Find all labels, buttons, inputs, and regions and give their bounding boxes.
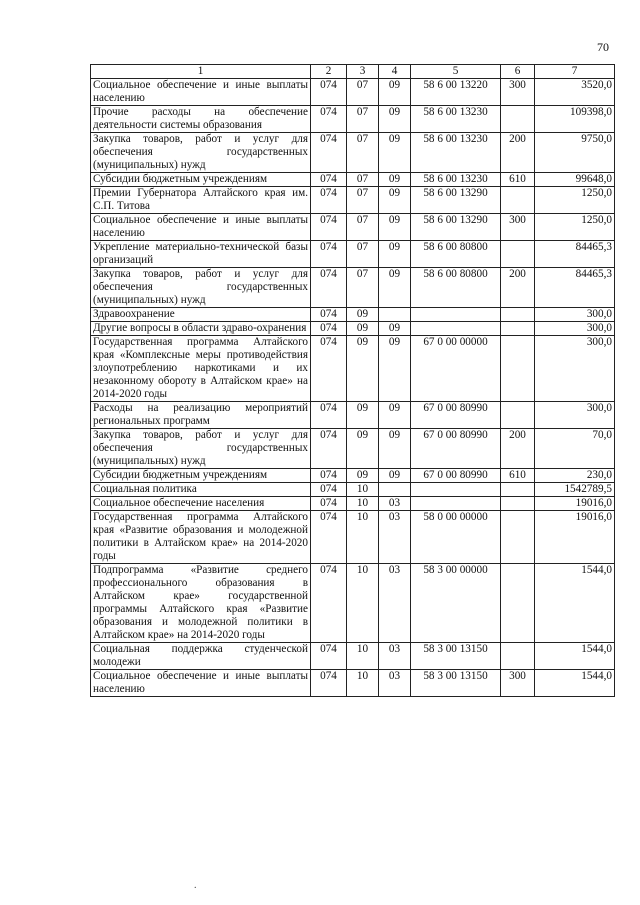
row-target-article-cell: 58 6 00 13230 (411, 133, 501, 173)
table-row (91, 643, 615, 670)
row-expense-type-cell (501, 483, 535, 497)
row-target-article-cell (411, 308, 501, 322)
row-subsection-cell: 03 (379, 643, 411, 670)
header-cell-3: 3 (347, 65, 379, 79)
table-row (91, 469, 615, 483)
table-row (91, 173, 615, 187)
row-name-cell: Прочие расходы на обеспечение деятельности системы образования (91, 106, 311, 133)
row-section-cell: 07 (347, 79, 379, 106)
row-expense-type-cell (501, 241, 535, 268)
row-subsection-cell: 03 (379, 670, 411, 697)
table-body (91, 79, 615, 697)
row-code-cell: 074 (311, 429, 347, 469)
row-target-article-cell: 58 6 00 13230 (411, 173, 501, 187)
row-code-cell: 074 (311, 79, 347, 106)
row-expense-type-cell: 200 (501, 133, 535, 173)
row-subsection-cell (379, 483, 411, 497)
row-expense-type-cell (501, 643, 535, 670)
table-row (91, 564, 615, 643)
row-subsection-cell: 09 (379, 214, 411, 241)
row-subsection-cell: 09 (379, 268, 411, 308)
table-row (91, 429, 615, 469)
row-expense-type-cell (501, 336, 535, 402)
table-row (91, 483, 615, 497)
row-code-cell: 074 (311, 643, 347, 670)
row-target-article-cell: 58 6 00 80800 (411, 268, 501, 308)
row-subsection-cell (379, 308, 411, 322)
row-code-cell: 074 (311, 308, 347, 322)
row-expense-type-cell: 610 (501, 469, 535, 483)
row-name-cell: Другие вопросы в области здраво-охранения (91, 322, 311, 336)
row-amount-cell: 9750,0 (535, 133, 615, 173)
row-section-cell: 07 (347, 106, 379, 133)
row-amount-cell: 1250,0 (535, 214, 615, 241)
row-target-article-cell: 58 6 00 13290 (411, 187, 501, 214)
table-row (91, 322, 615, 336)
budget-table (90, 64, 615, 697)
table-row (91, 214, 615, 241)
row-name-cell: Субсидии бюджетным учреждениям (91, 469, 311, 483)
row-subsection-cell: 09 (379, 402, 411, 429)
table-row (91, 106, 615, 133)
row-target-article-cell: 58 6 00 13220 (411, 79, 501, 106)
row-amount-cell: 300,0 (535, 308, 615, 322)
row-expense-type-cell (501, 511, 535, 564)
row-name-cell: Подпрограмма «Развитие среднего профессионального образования в Алтайском крае» государственной программы Алтайского края «Развитие образования и молодежной политики в Алтайском крае» на 2014-2020 годы (91, 564, 311, 643)
row-code-cell: 074 (311, 268, 347, 308)
row-subsection-cell: 09 (379, 429, 411, 469)
row-amount-cell: 70,0 (535, 429, 615, 469)
row-amount-cell: 300,0 (535, 402, 615, 429)
header-cell-5: 5 (411, 65, 501, 79)
header-cell-2: 2 (311, 65, 347, 79)
row-name-cell: Государственная программа Алтайского края «Развитие образования и молодежной политики в Алтайском крае» на 2014-2020 годы (91, 511, 311, 564)
row-name-cell: Здравоохранение (91, 308, 311, 322)
row-subsection-cell: 09 (379, 173, 411, 187)
row-target-article-cell: 58 6 00 13230 (411, 106, 501, 133)
row-name-cell: Закупка товаров, работ и услуг для обеспечения государственных (муниципальных) нужд (91, 268, 311, 308)
row-amount-cell: 1544,0 (535, 670, 615, 697)
row-code-cell: 074 (311, 214, 347, 241)
row-target-article-cell: 67 0 00 80990 (411, 429, 501, 469)
row-target-article-cell: 67 0 00 00000 (411, 336, 501, 402)
table-row (91, 497, 615, 511)
row-section-cell: 07 (347, 187, 379, 214)
row-code-cell: 074 (311, 336, 347, 402)
row-subsection-cell: 03 (379, 564, 411, 643)
row-name-cell: Государственная программа Алтайского края «Комплексные меры противодействия злоупотреблению наркотиками и их незаконному обороту в Алтайском крае» на 2014-2020 годы (91, 336, 311, 402)
row-name-cell: Социальное обеспечение населения (91, 497, 311, 511)
row-code-cell: 074 (311, 133, 347, 173)
row-name-cell: Социальное обеспечение и иные выплаты населению (91, 79, 311, 106)
row-subsection-cell: 09 (379, 106, 411, 133)
row-expense-type-cell: 300 (501, 670, 535, 697)
row-section-cell: 07 (347, 268, 379, 308)
row-code-cell: 074 (311, 173, 347, 187)
row-expense-type-cell: 610 (501, 173, 535, 187)
row-name-cell: Субсидии бюджетным учреждениям (91, 173, 311, 187)
row-section-cell: 07 (347, 133, 379, 173)
row-section-cell: 10 (347, 497, 379, 511)
row-target-article-cell (411, 497, 501, 511)
table-row (91, 187, 615, 214)
row-target-article-cell: 58 6 00 80800 (411, 241, 501, 268)
row-subsection-cell: 09 (379, 133, 411, 173)
row-subsection-cell: 09 (379, 469, 411, 483)
row-section-cell: 09 (347, 402, 379, 429)
row-expense-type-cell: 200 (501, 429, 535, 469)
stray-mark: . (194, 880, 197, 891)
row-target-article-cell: 58 3 00 00000 (411, 564, 501, 643)
row-amount-cell: 84465,3 (535, 241, 615, 268)
header-cell-4: 4 (379, 65, 411, 79)
row-amount-cell: 1544,0 (535, 643, 615, 670)
row-amount-cell: 3520,0 (535, 79, 615, 106)
table-row (91, 402, 615, 429)
row-section-cell: 10 (347, 511, 379, 564)
row-section-cell: 07 (347, 214, 379, 241)
table-row (91, 133, 615, 173)
row-amount-cell: 19016,0 (535, 497, 615, 511)
row-expense-type-cell: 300 (501, 79, 535, 106)
row-section-cell: 09 (347, 429, 379, 469)
row-section-cell: 10 (347, 670, 379, 697)
row-amount-cell: 19016,0 (535, 511, 615, 564)
row-target-article-cell: 67 0 00 80990 (411, 402, 501, 429)
row-section-cell: 10 (347, 643, 379, 670)
row-section-cell: 07 (347, 173, 379, 187)
table-row (91, 511, 615, 564)
row-target-article-cell: 58 3 00 13150 (411, 643, 501, 670)
row-amount-cell: 300,0 (535, 336, 615, 402)
row-expense-type-cell (501, 308, 535, 322)
row-section-cell: 07 (347, 241, 379, 268)
row-target-article-cell (411, 483, 501, 497)
row-code-cell: 074 (311, 564, 347, 643)
row-name-cell: Социальное обеспечение и иные выплаты населению (91, 670, 311, 697)
row-expense-type-cell (501, 564, 535, 643)
row-subsection-cell: 09 (379, 336, 411, 402)
row-expense-type-cell (501, 106, 535, 133)
row-amount-cell: 99648,0 (535, 173, 615, 187)
row-name-cell: Социальная политика (91, 483, 311, 497)
row-target-article-cell (411, 322, 501, 336)
row-amount-cell: 1250,0 (535, 187, 615, 214)
row-name-cell: Социальное обеспечение и иные выплаты населению (91, 214, 311, 241)
row-code-cell: 074 (311, 469, 347, 483)
row-expense-type-cell: 300 (501, 214, 535, 241)
table-row (91, 79, 615, 106)
row-code-cell: 074 (311, 497, 347, 511)
row-subsection-cell: 09 (379, 79, 411, 106)
row-expense-type-cell (501, 187, 535, 214)
row-target-article-cell: 58 0 00 00000 (411, 511, 501, 564)
row-code-cell: 074 (311, 483, 347, 497)
row-name-cell: Закупка товаров, работ и услуг для обеспечения государственных (муниципальных) нужд (91, 133, 311, 173)
table-header-row (91, 65, 615, 79)
row-code-cell: 074 (311, 670, 347, 697)
row-section-cell: 09 (347, 308, 379, 322)
table-row (91, 670, 615, 697)
row-amount-cell: 300,0 (535, 322, 615, 336)
table-row (91, 336, 615, 402)
row-code-cell: 074 (311, 511, 347, 564)
table-row (91, 241, 615, 268)
row-code-cell: 074 (311, 322, 347, 336)
row-code-cell: 074 (311, 106, 347, 133)
row-subsection-cell: 03 (379, 497, 411, 511)
row-expense-type-cell (501, 322, 535, 336)
row-target-article-cell: 58 6 00 13290 (411, 214, 501, 241)
row-amount-cell: 1544,0 (535, 564, 615, 643)
row-expense-type-cell (501, 402, 535, 429)
row-name-cell: Закупка товаров, работ и услуг для обеспечения государственных (муниципальных) нужд (91, 429, 311, 469)
table-row (91, 268, 615, 308)
row-expense-type-cell: 200 (501, 268, 535, 308)
row-code-cell: 074 (311, 402, 347, 429)
row-code-cell: 074 (311, 187, 347, 214)
row-section-cell: 09 (347, 322, 379, 336)
row-subsection-cell: 09 (379, 241, 411, 268)
row-name-cell: Расходы на реализацию мероприятий региональных программ (91, 402, 311, 429)
row-amount-cell: 109398,0 (535, 106, 615, 133)
row-name-cell: Премии Губернатора Алтайского края им. С.П. Титова (91, 187, 311, 214)
row-subsection-cell: 03 (379, 511, 411, 564)
row-section-cell: 09 (347, 336, 379, 402)
row-section-cell: 10 (347, 483, 379, 497)
row-name-cell: Укрепление материально-технической базы организаций (91, 241, 311, 268)
row-name-cell: Социальная поддержка студенческой молодежи (91, 643, 311, 670)
row-section-cell: 09 (347, 469, 379, 483)
header-cell-7: 7 (535, 65, 615, 79)
page-number: 70 (597, 40, 609, 54)
header-cell-1: 1 (91, 65, 311, 79)
row-target-article-cell: 67 0 00 80990 (411, 469, 501, 483)
table-row (91, 308, 615, 322)
header-cell-6: 6 (501, 65, 535, 79)
row-expense-type-cell (501, 497, 535, 511)
row-section-cell: 10 (347, 564, 379, 643)
row-amount-cell: 84465,3 (535, 268, 615, 308)
row-subsection-cell: 09 (379, 187, 411, 214)
row-amount-cell: 1542789,5 (535, 483, 615, 497)
row-code-cell: 074 (311, 241, 347, 268)
row-target-article-cell: 58 3 00 13150 (411, 670, 501, 697)
row-amount-cell: 230,0 (535, 469, 615, 483)
row-subsection-cell: 09 (379, 322, 411, 336)
